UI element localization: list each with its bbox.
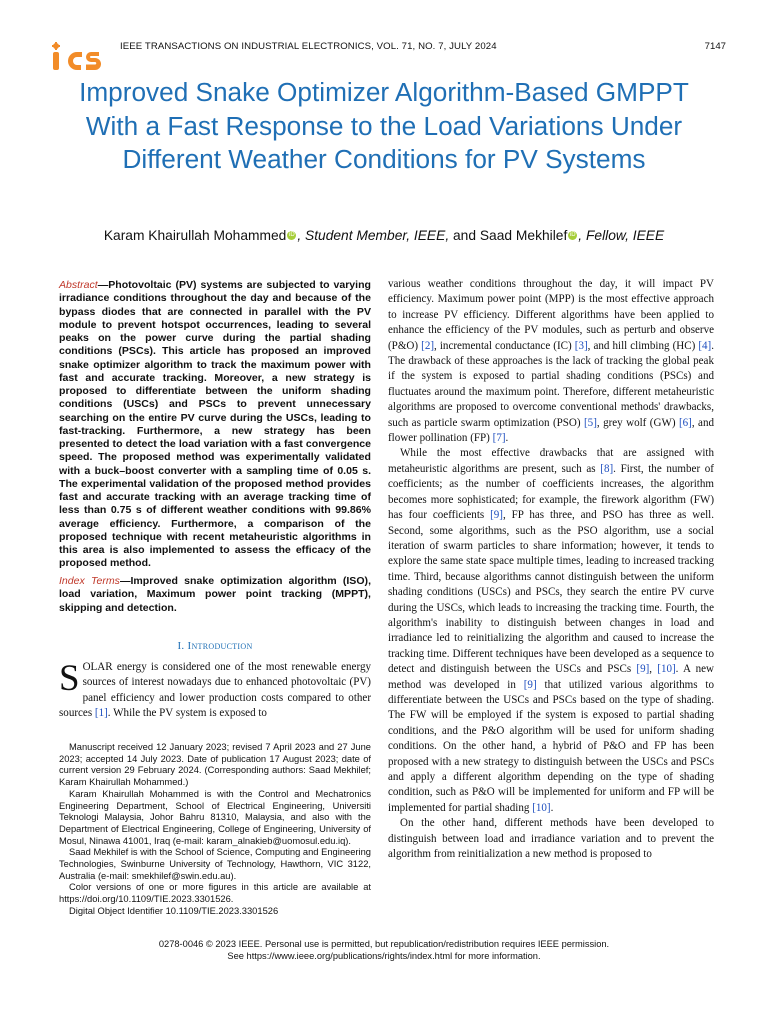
citation-link[interactable]: [9] xyxy=(636,663,650,676)
paragraph xyxy=(388,446,714,816)
text-run: , and flower pollination (FP) xyxy=(388,416,714,445)
citation-link[interactable]: [6] xyxy=(678,416,692,429)
text-run: , grey wolf (GW) xyxy=(596,416,679,429)
intro-text-a: energy is considered one of the most renewable energy sources of interest nowadays due to enhanced photovoltaic (PV) panel efficiency and lower production costs compared to other sources xyxy=(59,661,371,719)
text-run: , xyxy=(649,663,658,676)
paper-title: Improved Snake Optimizer Algorithm-Based GMPPT With a Fast Response to the Load Variations Under Different Weather Conditions for PV Systems xyxy=(79,77,689,174)
citation-link[interactable]: [9] xyxy=(490,509,503,522)
text-run: , FP has three, and PSO has three as well. Second, some algorithms, such as the PSO algorithm, use a social iteration of swarm particles to share information; however, it tends to explore the same state space multiple times, leading to increased tracking time. Third, because algorithms cannot distinguish between the uniform shading conditions (USCs) and PSCs, they search the entire PV curve during the USCs, which leads to increasing the tracking time. Fourth, the algorithm's inability to distinguish between changes in load and irradiance led to reinitializing the algorithm and caused to increase the tracking time. Different techniques have been developed as a sequence to detect and distinguish between the USCs and PSCs xyxy=(388,509,715,676)
text-run: On the other hand, different methods have been developed to distinguish between load and irradiance variation and to prevent the algorithm from reinitialization a new method is proposed to xyxy=(388,817,714,861)
ies-logo xyxy=(47,38,107,74)
footnote-doi: Digital Object Identifier 10.1109/TIE.2023.3301526 xyxy=(69,905,279,916)
abstract-text: —Photovoltaic (PV) systems are subjected to varying irradiance conditions throughout the day and because of the bypass diodes that are connected in parallel with the PV module to prevent hotspot occurrences, leading to several peaks on the power curve during the partial shading conditions (PSCs). This article has proposed an improved snake optimizer algorithm to track the maximum power with fast and accurate tracking. Moreover, a new strategy is proposed to differentiate between the uniform shading conditions (USCs) and PSCs to prevent unnecessary searching on the entire PV curve during the USCs, leading to fast-tracking. Furthermore, a new strategy has been presented to detect the load variation with a fast convergence speed. The proposed method was experimentally validated with a buck–boost converter with a sampling time of 0.05 s. The experimental validation of the proposed method provides fast and accurate tracking with an average tracking time of less than 0.75 s of different weather conditions with 99.86% average efficiency. Furthermore, a comparison of the proposed technique with recent metaheuristic algorithms in this area is also implemented to assess the efficacy of the proposed method. xyxy=(59,279,371,570)
index-terms-label: Index Terms xyxy=(59,575,120,587)
index-terms-text: —Improved snake optimization algorithm (ISO), load variation, Maximum power point tracking (MPPT), skipping and detection. xyxy=(59,575,371,614)
journal-header: IEEE TRANSACTIONS ON INDUSTRIAL ELECTRONICS, VOL. 71, NO. 7, JULY 2024 xyxy=(120,41,497,52)
page-number: 7147 xyxy=(704,41,726,52)
citation-link[interactable]: [3] xyxy=(574,339,588,352)
citation-link[interactable]: [4] xyxy=(698,339,712,352)
paragraph xyxy=(388,816,714,862)
text-run: . xyxy=(550,801,554,814)
footnote-author1: Karam Khairullah Mohammed is with the Control and Mechatronics Engineering Department, School of Electrical Engineering, Universiti Teknologi Malaysia, Johor Bahru 81310, Malaysia, and also with the Department of Electrical Engineering, College of Engineering, University of Mosul, Ninawa 41001, Iraq (e-mail: karam_alnakieb@uomosul.edu.iq). xyxy=(59,788,371,846)
footnote-color: Color versions of one or more figures in this article are available at https://doi.org/10.1109/TIE.2023.3301526. xyxy=(59,882,371,905)
citation-link[interactable]: [9] xyxy=(523,678,537,691)
index-terms xyxy=(59,575,371,615)
citation-link[interactable]: [5] xyxy=(584,416,597,429)
intro-text-b: . While the PV system is exposed to xyxy=(107,706,267,719)
text-run: . A new method was developed in xyxy=(388,663,714,691)
orcid-icon[interactable]: iD xyxy=(569,232,576,238)
intro-first-word: OLAR xyxy=(82,661,113,673)
footnotes xyxy=(59,742,371,918)
drop-cap: S xyxy=(59,658,80,699)
author-2: Saad Mekhilef xyxy=(479,228,568,243)
abstract-label: Abstract xyxy=(59,279,98,291)
right-column xyxy=(388,277,714,862)
author-line xyxy=(40,228,728,243)
text-run: , incremental conductance (IC) xyxy=(434,339,575,352)
text-run: While the most effective drawbacks that are assigned with metaheuristic algorithms are present, such as xyxy=(388,447,714,475)
text-run: . xyxy=(505,432,509,445)
section-heading xyxy=(59,640,371,652)
paragraph xyxy=(388,277,714,446)
citation-link[interactable]: [10] xyxy=(532,801,551,814)
citation-link[interactable]: [7] xyxy=(492,432,506,445)
text-run: . First, the number of coefficients; as the number of coefficients increases, the algorithm becomes more sophisticated; for example, the firework algorithm (FW) has four coefficients xyxy=(388,462,714,522)
citation-link[interactable]: [10] xyxy=(657,663,676,676)
text-run: that utilized various algorithms to differentiate between the USCs and PSCs based on the type of shading. The FW will be employed if the system is exposed to partial shading conditions, and the P&O algorithm will be used for uniform shading conditions. On the other hand, a hybrid of P&O and FP has been proposed with a new strategy to distinguish between the USCs and PSCs and apply a different algorithm depending on the type of shading condition, such as P&O will be implemented for uniform and FP will be implemented for partial shading xyxy=(388,678,714,814)
text-run: , and hill climbing (HC) xyxy=(587,339,699,352)
citation-link[interactable]: [2] xyxy=(421,339,435,352)
author-1-role: , Student Member, IEEE, xyxy=(297,228,450,243)
footnote-author2: Saad Mekhilef is with the School of Science, Computing and Engineering Technologies, Swinburne University of Technology, Hawthorn, VIC 3122, Australia (e-mail: smekhilef@swin.edu.au). xyxy=(59,847,371,881)
copyright-notice xyxy=(40,938,728,962)
orcid-icon[interactable]: iD xyxy=(288,232,295,238)
citation-link[interactable]: [1] xyxy=(94,706,108,719)
text-run: . The drawback of these approaches is the lack of tracking the global peak if the system is exposed to partial shading conditions (PSCs) and fluctuates around the maximum point. Therefore, different metaheuristic algorithms are proposed to overcome conventional methods' drawbacks, such as particle swarm optimization (PSO) xyxy=(388,339,715,429)
section-number: I. xyxy=(177,640,185,652)
text-run: various weather conditions throughout the day, it will impact PV efficiency. Maximum power point (MPP) is the most effective approach to increase PV efficiency. Different algorithms have been applied to enhance the efficiency of the PV modules, such as perturb and observe (P&O) xyxy=(388,278,714,352)
intro-paragraph xyxy=(59,660,371,721)
section-title: Introduction xyxy=(187,640,253,652)
author-1: Karam Khairullah Mohammed xyxy=(103,228,287,243)
author-conjunction: and xyxy=(449,228,480,243)
copyright-line-2[interactable]: See https://www.ieee.org/publications/rights/index.html for more information. xyxy=(227,951,541,961)
copyright-line-1: 0278-0046 © 2023 IEEE. Personal use is permitted, but republication/redistribution requires IEEE permission. xyxy=(158,939,610,949)
abstract xyxy=(59,279,371,571)
footnote-manuscript: Manuscript received 12 January 2023; revised 7 April 2023 and 27 June 2023; accepted 14 July 2023. Date of publication 17 August 2023; date of current version 29 February 2024. (Corresponding authors: Saad Mekhilef; Karam Khairullah Mohammed.) xyxy=(59,742,371,788)
author-2-role: , Fellow, IEEE xyxy=(578,228,665,243)
citation-link[interactable]: [8] xyxy=(600,462,614,475)
